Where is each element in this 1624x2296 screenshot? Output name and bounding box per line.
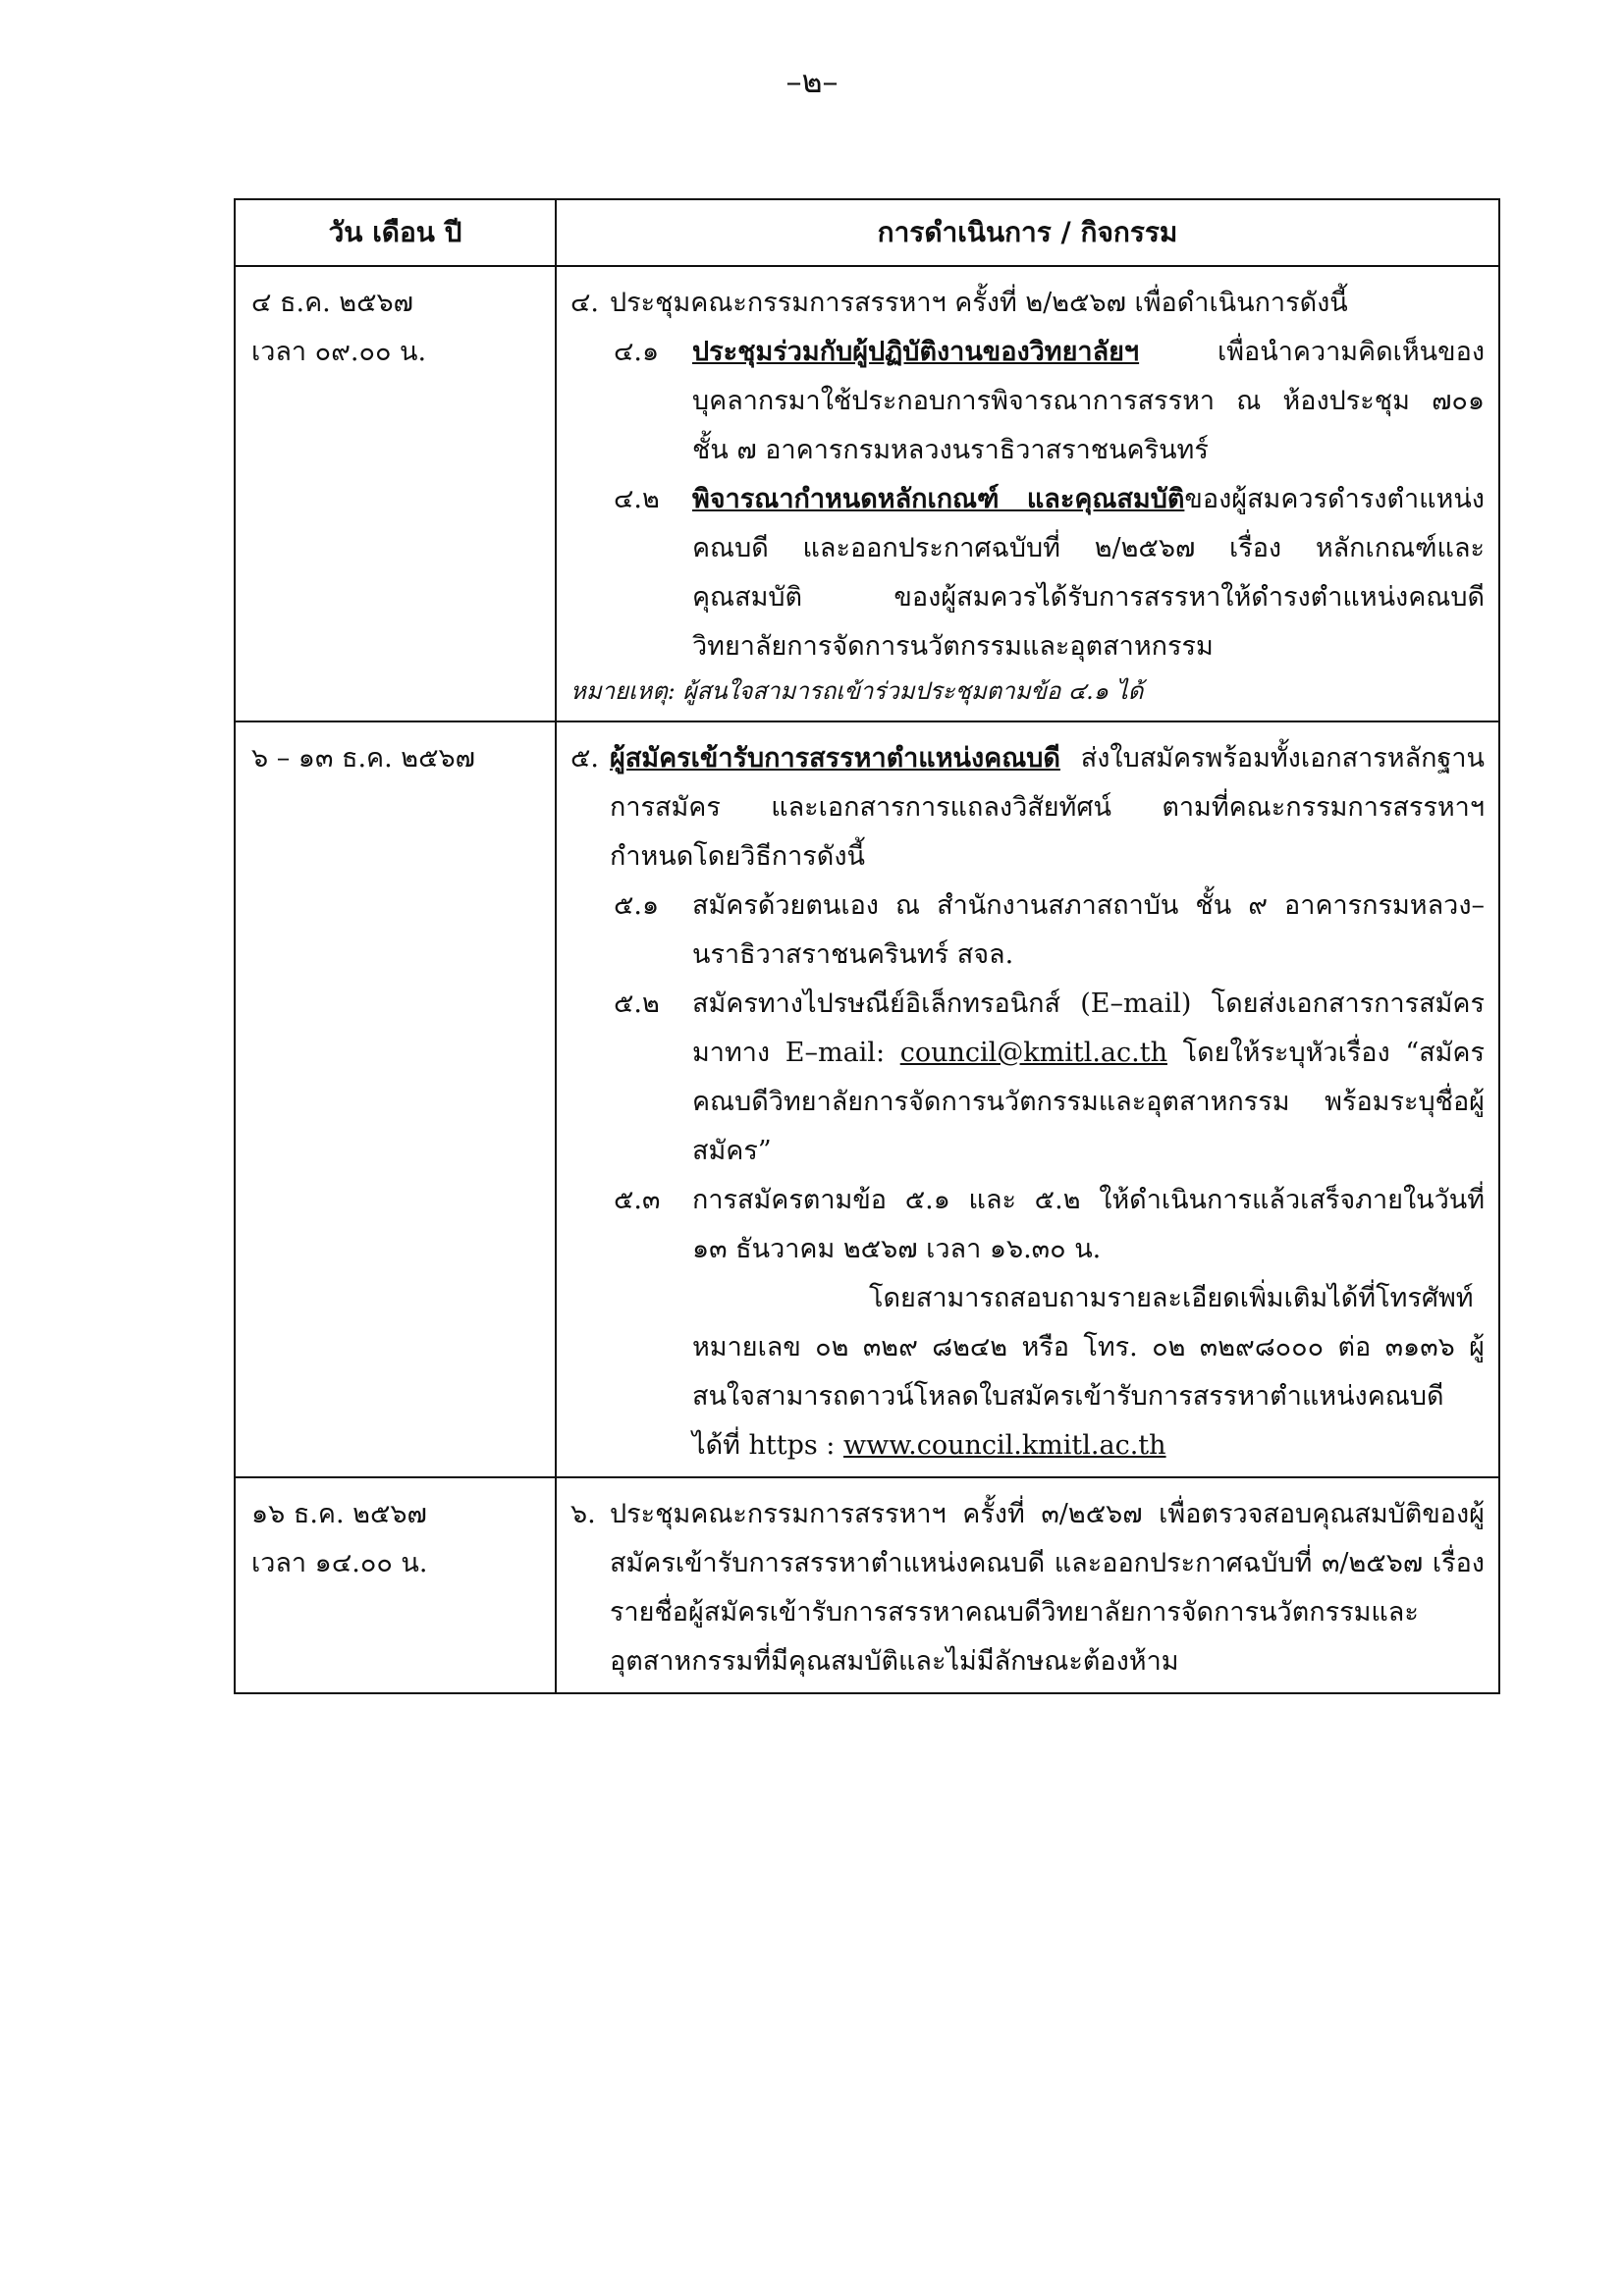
sub-item-text: การสมัครตามข้อ ๕.๑ และ ๕.๒ ให้ดำเนินการแล้วเสร็จภายในวันที่ ๑๓ ธันวาคม ๒๕๖๗ เวลา ๑๖.๓๐ น. xyxy=(692,1185,1485,1264)
date-line: ๑๖ ธ.ค. ๒๕๖๗ xyxy=(251,1499,427,1529)
item-text xyxy=(610,734,1485,881)
sub-item xyxy=(570,881,1485,980)
table-row xyxy=(235,266,1499,721)
header-activity: การดำเนินการ / กิจกรรม xyxy=(556,199,1499,266)
sub-item-text xyxy=(692,475,1485,671)
time-line: เวลา ๑๔.๐๐ น. xyxy=(251,1548,428,1578)
item-body: ส่งใบสมัครพร้อมทั้งเอกสารหลักฐานการสมัคร และเอกสารการแถลงวิสัยทัศน์ ตามที่คณะกรรมการสรรหาฯ กำหนดโดยวิธีการดังนี้ xyxy=(610,743,1485,872)
activity-cell xyxy=(556,266,1499,721)
time-line: เวลา ๐๙.๐๐ น. xyxy=(251,337,427,367)
sub-item-text xyxy=(692,328,1485,475)
sub-item-number: ๕.๑ xyxy=(614,890,660,921)
sub-item-body: ของผู้สมควรดำรงตำแหน่งคณบดี และออกประกาศฉบับที่ ๒/๒๕๖๗ เรื่อง หลักเกณฑ์และคุณสมบัติ ของผู้สมควรได้รับการสรรหาให้ดำรงตำแหน่งคณบดีวิทยาลัยการจัดการนวัตกรรมและอุตสาหกรรม xyxy=(692,484,1485,662)
sub-item xyxy=(570,328,1485,475)
sub-item-number: ๔.๒ xyxy=(614,484,660,514)
sub-item-body: เพื่อนำความคิดเห็นของบุคลากรมาใช้ประกอบการพิจารณาการสรรหา ณ ห้องประชุม ๗๐๑ ชั้น ๗ อาคารกรมหลวงนราธิวาสราชนครินทร์ xyxy=(692,337,1485,465)
sub-item-body-end: โดยให้ระบุหัวเรื่อง “สมัครคณบดีวิทยาลัยการจัดการนวัตกรรมและอุตสาหกรรม พร้อมระบุชื่อผู้สมัคร” xyxy=(692,1038,1485,1166)
date-cell xyxy=(235,721,556,1477)
sub-item xyxy=(570,980,1485,1176)
header-date: วัน เดือน ปี xyxy=(235,199,556,266)
item-text: ประชุมคณะกรรมการสรรหาฯ ครั้งที่ ๒/๒๕๖๗ เพื่อดำเนินการดังนี้ xyxy=(610,288,1348,318)
item-heading: ผู้สมัครเข้ารับการสรรหาตำแหน่งคณบดี xyxy=(610,743,1060,774)
item-number: ๕. xyxy=(570,743,600,774)
item-text: ประชุมคณะกรรมการสรรหาฯ ครั้งที่ ๓/๒๕๖๗ เพื่อตรวจสอบคุณสมบัติของผู้สมัครเข้ารับการสรรหาตำแหน่งคณบดี และออกประกาศฉบับที่ ๓/๒๕๖๗ เรื่อง รายชื่อผู้สมัครเข้ารับการสรรหาคณบดีวิทยาลัยการจัดการนวัตกรรมและอุตสาหกรรมที่มีคุณสมบัติและไม่มีลักษณะต้องห้าม xyxy=(610,1499,1485,1677)
contact-text: โดยสามารถสอบถามรายละเอียดเพิ่มเติมได้ที่โทรศัพท์หมายเลข ๐๒ ๓๒๙ ๘๒๔๒ หรือ โทร. ๐๒ ๓๒๙๘๐๐๐ ต่อ ๓๑๓๖ ผู้สนใจสามารถดาวน์โหลดใบสมัครเข้ารับการสรรหาตำแหน่งคณบดี ได้ที่ https : xyxy=(692,1283,1485,1461)
schedule-table xyxy=(234,198,1500,1694)
sub-item-heading: พิจารณากำหนดหลักเกณฑ์ และคุณสมบัติ xyxy=(692,484,1185,514)
table-row xyxy=(235,721,1499,1477)
email-link[interactable]: council@kmitl.ac.th xyxy=(899,1038,1167,1068)
activity-item xyxy=(570,1490,1485,1686)
website-link[interactable]: www.council.kmitl.ac.th xyxy=(842,1430,1166,1461)
date-line: ๖ – ๑๓ ธ.ค. ๒๕๖๗ xyxy=(251,743,475,774)
date-cell xyxy=(235,266,556,721)
contact-paragraph xyxy=(570,1274,1485,1470)
activity-item xyxy=(570,734,1485,881)
activity-item xyxy=(570,279,1485,328)
sub-item-heading: ประชุมร่วมกับผู้ปฏิบัติงานของวิทยาลัยฯ xyxy=(692,337,1140,367)
sub-item-body: สมัครทางไปรษณีย์อิเล็กทรอนิกส์ (E–mail) โดยส่งเอกสารการสมัครมาทาง E–mail: xyxy=(692,988,1485,1068)
sub-item xyxy=(570,1176,1485,1274)
item-number: ๖. xyxy=(570,1499,596,1529)
sub-item-text: สมัครด้วยตนเอง ณ สำนักงานสภาสถาบัน ชั้น ๙ อาคารกรมหลวง–นราธิวาสราชนครินทร์ สจล. xyxy=(692,890,1485,970)
activity-cell xyxy=(556,721,1499,1477)
sub-item xyxy=(570,475,1485,671)
sub-item-number: ๕.๒ xyxy=(614,988,660,1019)
date-line: ๔ ธ.ค. ๒๕๖๗ xyxy=(251,288,413,318)
date-cell xyxy=(235,1477,556,1693)
sub-item-number: ๔.๑ xyxy=(614,337,660,367)
table-header-row xyxy=(235,199,1499,266)
note-text: หมายเหตุ: ผู้สนใจสามารถเข้าร่วมประชุมตามข้อ ๔.๑ ได้ xyxy=(570,677,1144,705)
sub-item-number: ๕.๓ xyxy=(614,1185,661,1215)
sub-item-text xyxy=(692,980,1485,1176)
activity-cell xyxy=(556,1477,1499,1693)
page-number: –๒– xyxy=(785,63,839,100)
item-number: ๔. xyxy=(570,288,600,318)
table-row xyxy=(235,1477,1499,1693)
